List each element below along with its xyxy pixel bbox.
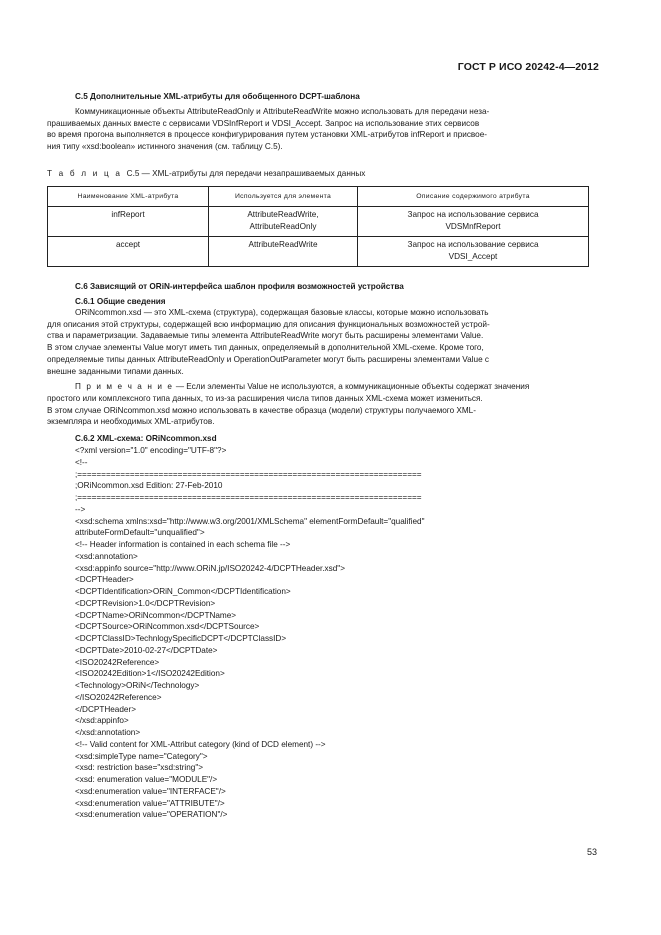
code-line: <DCPTHeader> xyxy=(75,575,134,585)
section-c5-heading: С.5 Дополнительные XML-атрибуты для обобщенного DCPT-шаблона xyxy=(75,92,360,101)
code-line: <xsd:enumeration value="ATTRIBUTE"/> xyxy=(75,798,225,808)
code-line: <xsd:simpleType name="Category"> xyxy=(75,751,208,761)
code-line: ;ORiNcommon.xsd Edition: 27-Feb-2010 xyxy=(75,481,223,491)
text-line: внешне заданными типами данных. xyxy=(47,366,184,376)
code-line: --> xyxy=(75,504,86,514)
code-line: <xsd:appinfo source="http://www.ORiN.jp/ISO20242-4/DCPTHeader.xsd"> xyxy=(75,563,345,573)
standard-number: ГОСТ Р ИСО 20242-4—2012 xyxy=(457,61,599,73)
code-line: <xsd:annotation> xyxy=(75,551,138,561)
table-cell: accept xyxy=(48,237,209,267)
note-prefix: П р и м е ч а н и е xyxy=(75,382,174,392)
code-line: ;======================================================================== xyxy=(75,493,422,503)
text-line: определяемые типы данных AttributeReadOnly и OperationOutParameter могут быть расширены элементами Value с xyxy=(47,354,489,364)
code-line: <DCPTDate>2010-02-27</DCPTDate> xyxy=(75,645,218,655)
cell-line: Запрос на использование сервиса xyxy=(407,240,539,249)
text-line xyxy=(47,381,589,393)
code-line: <DCPTSource>ORiNcommon.xsd</DCPTSource> xyxy=(75,622,260,632)
table-caption-text: С.5 — XML-атрибуты для передачи незапрашиваемых данных xyxy=(126,169,366,178)
note-text: — Если элементы Value не используются, а коммуникационные объекты содержат значения xyxy=(173,382,530,392)
table-caption xyxy=(47,169,365,178)
code-line: <?xml version="1.0" encoding="UTF-8"?> xyxy=(75,446,227,456)
table-row xyxy=(48,207,589,237)
code-line: <DCPTName>ORiNcommon</DCPTName> xyxy=(75,610,237,620)
table-caption-prefix: Т а б л и ц а xyxy=(47,169,123,178)
section-c6-heading: С.6 Зависящий от ORiN-интерфейса шаблон профиля возможностей устройства xyxy=(75,282,404,291)
code-line: <ISO20242Reference> xyxy=(75,657,160,667)
code-line: <Technology>ORiN</Technology> xyxy=(75,681,200,691)
text-line: ния типу «xsd:boolean» истинного значения (см. таблицу С.5). xyxy=(47,142,283,152)
table-header-cell: Описание содержимого атрибута xyxy=(358,187,589,207)
code-line: <DCPTIdentification>ORiN_Common</DCPTIdentification> xyxy=(75,587,291,597)
table-row xyxy=(48,237,589,267)
text-line: прашиваемых данных вместе с сервисами VDSInfReport и VDSI_Accept. Запрос на использование этих сервисов xyxy=(47,118,480,128)
table-cell xyxy=(358,237,589,267)
cell-line: AttributeReadWrite, xyxy=(247,210,319,219)
text-line: ства и параметризации. Задаваемые типы элемента AttributeReadWrite могут быть расширены элементами Value. xyxy=(47,331,484,341)
section-c6-1-heading: С.6.1 Общие сведения xyxy=(75,297,166,306)
cell-line: AttributeReadWrite xyxy=(248,240,318,249)
text-line: экземпляра и необходимых XML-атрибутов. xyxy=(47,417,215,427)
code-line: <!-- Valid content for XML-Attribut category (kind of DCD element) --> xyxy=(75,739,326,749)
cell-line: VDSI_Accept xyxy=(448,251,498,261)
table-cell xyxy=(358,207,589,237)
code-line: <!-- Header information is contained in each schema file --> xyxy=(75,540,291,550)
section-c5 xyxy=(47,91,589,153)
cell-line: VDSMnfReport xyxy=(445,221,501,231)
code-line: <DCPTClassID>TechnlogySpecificDCPT</DCPTClassID> xyxy=(75,634,287,644)
text-line: для описания этой структуры, содержащей всю информацию для описания функциональных возможностей устрой- xyxy=(47,319,490,329)
code-line: <xsd:schema xmlns:xsd="http://www.w3.org/2001/XMLSchema" elementFormDefault="qualified" xyxy=(75,516,425,526)
page-number: 53 xyxy=(586,847,597,857)
table-cell xyxy=(209,237,358,267)
text-line: во время прогона выполняется в процессе конфигурирования путем установки XML-атрибутов infReport и присвое- xyxy=(47,130,488,140)
code-line: ;======================================================================== xyxy=(75,469,422,479)
section-c6-1-paragraph xyxy=(47,307,589,377)
table-header-row xyxy=(48,187,589,207)
table-header-cell: Наименование XML-атрибута xyxy=(48,187,209,207)
code-line: </xsd:annotation> xyxy=(75,728,141,738)
note-paragraph xyxy=(47,381,589,428)
section-c6 xyxy=(47,281,589,821)
text-line: В этом случае элементы Value могут иметь тип данных, определяемый в дополнительной XML-схеме. Кроме того, xyxy=(47,343,484,353)
code-line: </DCPTHeader> xyxy=(75,704,136,714)
code-line: <ISO20242Edition>1</ISO20242Edition> xyxy=(75,669,225,679)
text-line: простого или комплексного типа данных, то из-за расширения числа типов данных XML-схема может измениться. xyxy=(47,393,483,403)
section-c6-2-heading: С.6.2 XML-схема: ORiNcommon.xsd xyxy=(75,434,217,444)
cell-line: Запрос на использование сервиса xyxy=(407,210,539,219)
code-line: </xsd:appinfo> xyxy=(75,716,129,726)
section-c5-paragraph xyxy=(47,106,589,153)
code-line: attributeFormDefault="unqualified"> xyxy=(75,528,205,538)
text-line: В этом случае ORiNcommon.xsd можно использовать в качестве образца (модели) структуры получаемого XML- xyxy=(47,405,476,415)
code-line: <xsd:enumeration value="OPERATION"/> xyxy=(75,810,228,820)
text-line: ORiNcommon.xsd — это XML-схема (структура), содержащая базовые классы, которые можно использовать xyxy=(75,308,489,317)
code-line: <DCPTRevision>1.0</DCPTRevision> xyxy=(75,598,216,608)
attributes-table xyxy=(47,186,589,267)
code-line: <xsd:enumeration value="INTERFACE"/> xyxy=(75,786,226,796)
table-header-cell: Используется для элемента xyxy=(209,187,358,207)
code-line: <xsd: enumeration value="MODULE"/> xyxy=(75,775,218,785)
cell-line: AttributeReadOnly xyxy=(249,221,317,231)
code-listing xyxy=(75,445,589,821)
table-cell: infReport xyxy=(48,207,209,237)
code-line: <xsd: restriction base="xsd:string"> xyxy=(75,763,204,773)
text-line: Коммуникационные объекты AttributeReadOnly и AttributeReadWrite можно использовать для передачи неза- xyxy=(75,107,490,116)
code-line: <!-- xyxy=(75,457,88,467)
table-cell xyxy=(209,207,358,237)
code-line: </ISO20242Reference> xyxy=(75,692,162,702)
